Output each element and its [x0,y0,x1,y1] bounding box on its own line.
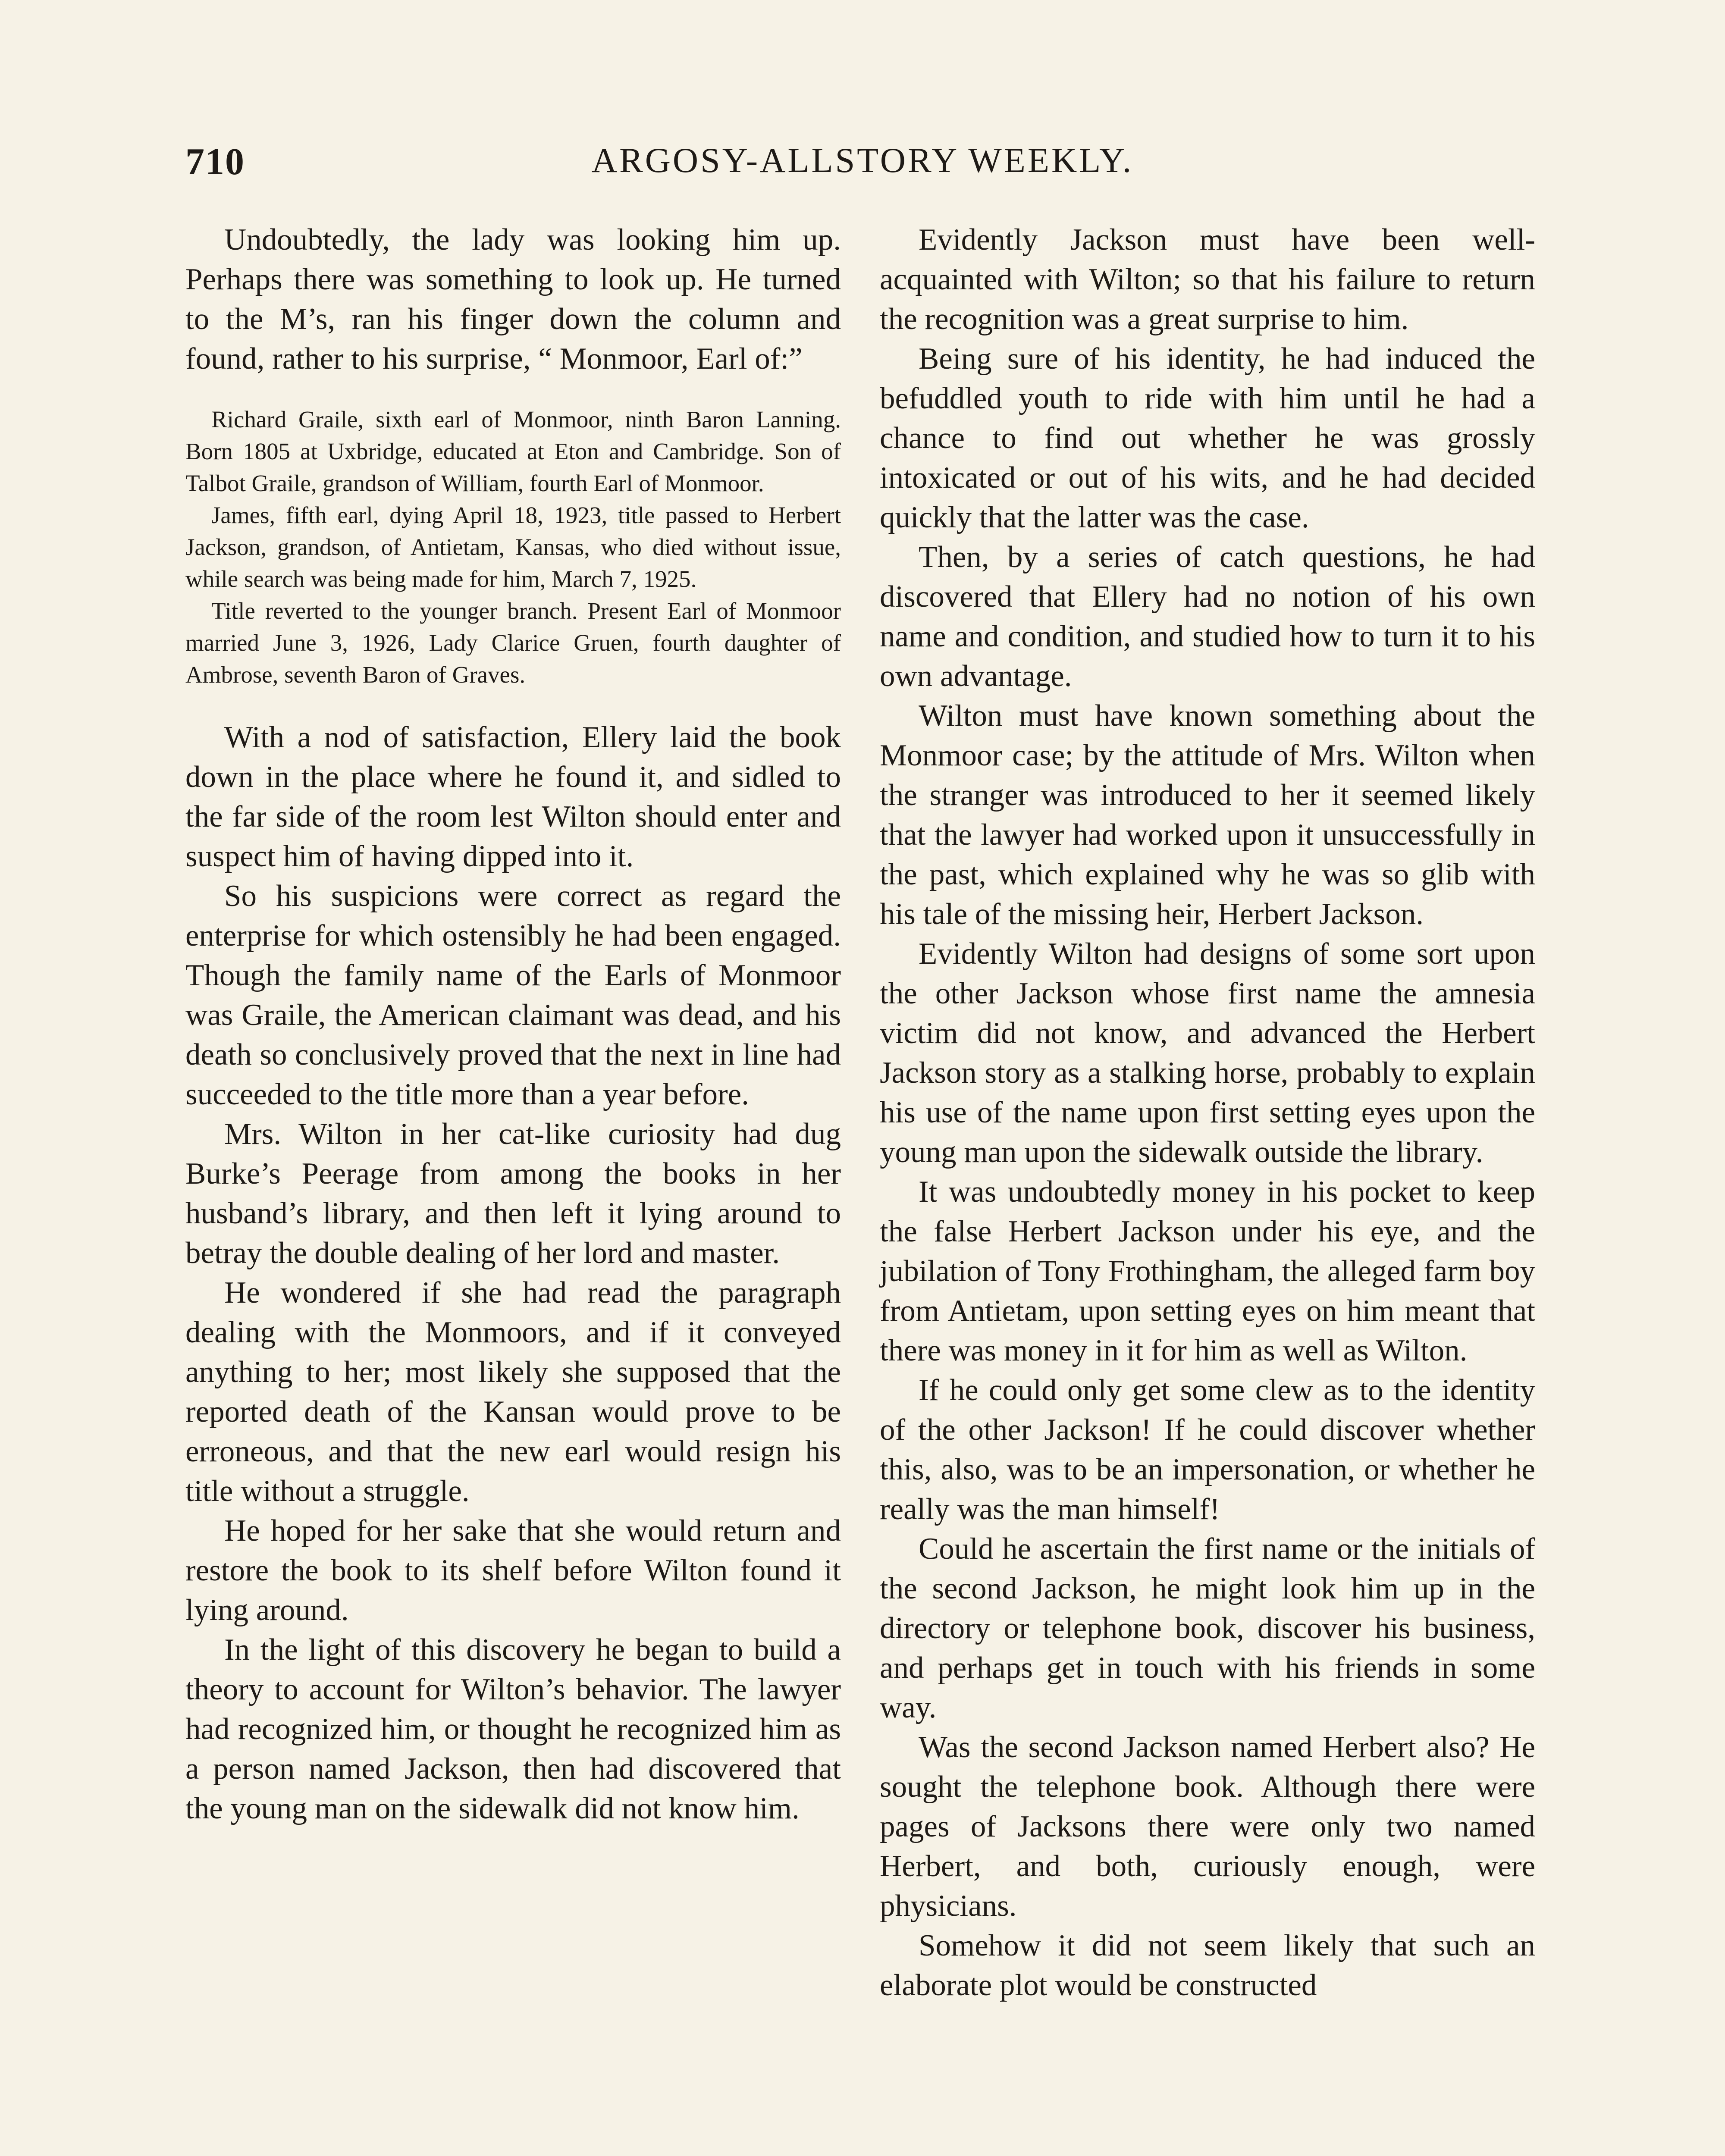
paragraph: Evidently Wilton had designs of some sort upon the other Jackson whose first name the amnesia victim did not know, and advanced the Herbert Jackson story as a stalking horse, probably to explain his use of the name upon first setting eyes upon the young man upon the sidewalk outside the library. [880,937,1535,1169]
paragraph: Was the second Jackson named Herbert also? He sought the telephone book. Although there were pages of Jacksons there were only two named Herbert, and both, curiously enough, were physicians. [880,1730,1535,1923]
page-header [185,140,1540,192]
right-column [880,220,1535,2005]
paragraph: He wondered if she had read the paragraph dealing with the Monmoors, and if it conveyed anything to her; most likely she supposed that the reported death of the Kansan would prove to be erroneous, and that the new earl would resign his title without a struggle. [185,1276,841,1508]
peerage-entry-line: Title reverted to the younger branch. Present Earl of Monmoor married June 3, 1926, Lady Clarice Gruen, fourth daughter of Ambrose, seventh Baron of Graves. [185,598,841,688]
paragraph: With a nod of satisfaction, Ellery laid the book down in the place where he found it, and sidled to the far side of the room lest Wilton should enter and suspect him of having dipped into it. [185,721,841,873]
paragraph: He hoped for her sake that she would return and restore the book to its shelf before Wilton found it lying around. [185,1514,841,1627]
paragraph: Undoubtedly, the lady was looking him up. Perhaps there was something to look up. He turned to the M’s, ran his finger down the column and found, rather to his surprise, “ Monmoor, Earl of:” [185,223,841,376]
peerage-entry-line: James, fifth earl, dying April 18, 1923, title passed to Herbert Jackson, grandson, of Antietam, Kansas, who died without issue, while search was being made for him, March 7, 1925. [185,502,841,592]
paragraph: Somehow it did not seem likely that such an elaborate plot would be constructed [880,1929,1535,2002]
peerage-entry-line: Richard Graile, sixth earl of Monmoor, ninth Baron Lanning. Born 1805 at Uxbridge, educated at Eton and Cambridge. Son of Talbot Graile, grandson of William, fourth Earl of Monmoor. [185,406,841,496]
page-number: 710 [185,141,245,183]
peerage-entry [185,404,841,691]
paragraph: Evidently Jackson must have been well-acquainted with Wilton; so that his failure to return the recognition was a great surprise to him. [880,223,1535,336]
paragraph: So his suspicions were correct as regard the enterprise for which ostensibly he had been engaged. Though the family name of the Earls of Monmoor was Graile, the American claimant was dead, and his death so conclusively proved that the next in line had succeeded to the title more than a year before. [185,879,841,1111]
paragraph: Then, by a series of catch questions, he had discovered that Ellery had no notion of his own name and condition, and studied how to turn it to his own advantage. [880,540,1535,693]
paragraph: Wilton must have known something about the Monmoor case; by the attitude of Mrs. Wilton when the stranger was introduced to her it seemed likely that the lawyer had worked upon it unsuccessfully in the past, which explained why he was so glib with his tale of the missing heir, Herbert Jackson. [880,699,1535,931]
paragraph: Mrs. Wilton in her cat-like curiosity had dug Burke’s Peerage from among the books in her husband’s library, and then left it lying around to betray the double dealing of her lord and master. [185,1117,841,1270]
paragraph: In the light of this discovery he began to build a theory to account for Wilton’s behavior. The lawyer had recognized him, or thought he recognized him as a person named Jackson, then had discovered that the young man on the sidewalk did not know him. [185,1633,841,1825]
paragraph: It was undoubtedly money in his pocket to keep the false Herbert Jackson under his eye, and the jubilation of Tony Frothingham, the alleged farm boy from Antietam, upon setting eyes on him meant that there was money in it for him as well as Wilton. [880,1175,1535,1367]
paragraph: If he could only get some clew as to the identity of the other Jackson! If he could discover whether this, also, was to be an impersonation, or whether he really was the man himself! [880,1373,1535,1526]
left-column [185,220,841,1828]
paragraph: Could he ascertain the first name or the initials of the second Jackson, he might look him up in the directory or telephone book, discover his business, and perhaps get in touch with his friends in some way. [880,1532,1535,1724]
running-head: ARGOSY-ALLSTORY WEEKLY. [591,141,1134,180]
paragraph: Being sure of his identity, he had induced the befuddled youth to ride with him until he had a chance to find out whether he was grossly intoxicated or out of his wits, and he had decided quickly that the latter was the case. [880,342,1535,534]
